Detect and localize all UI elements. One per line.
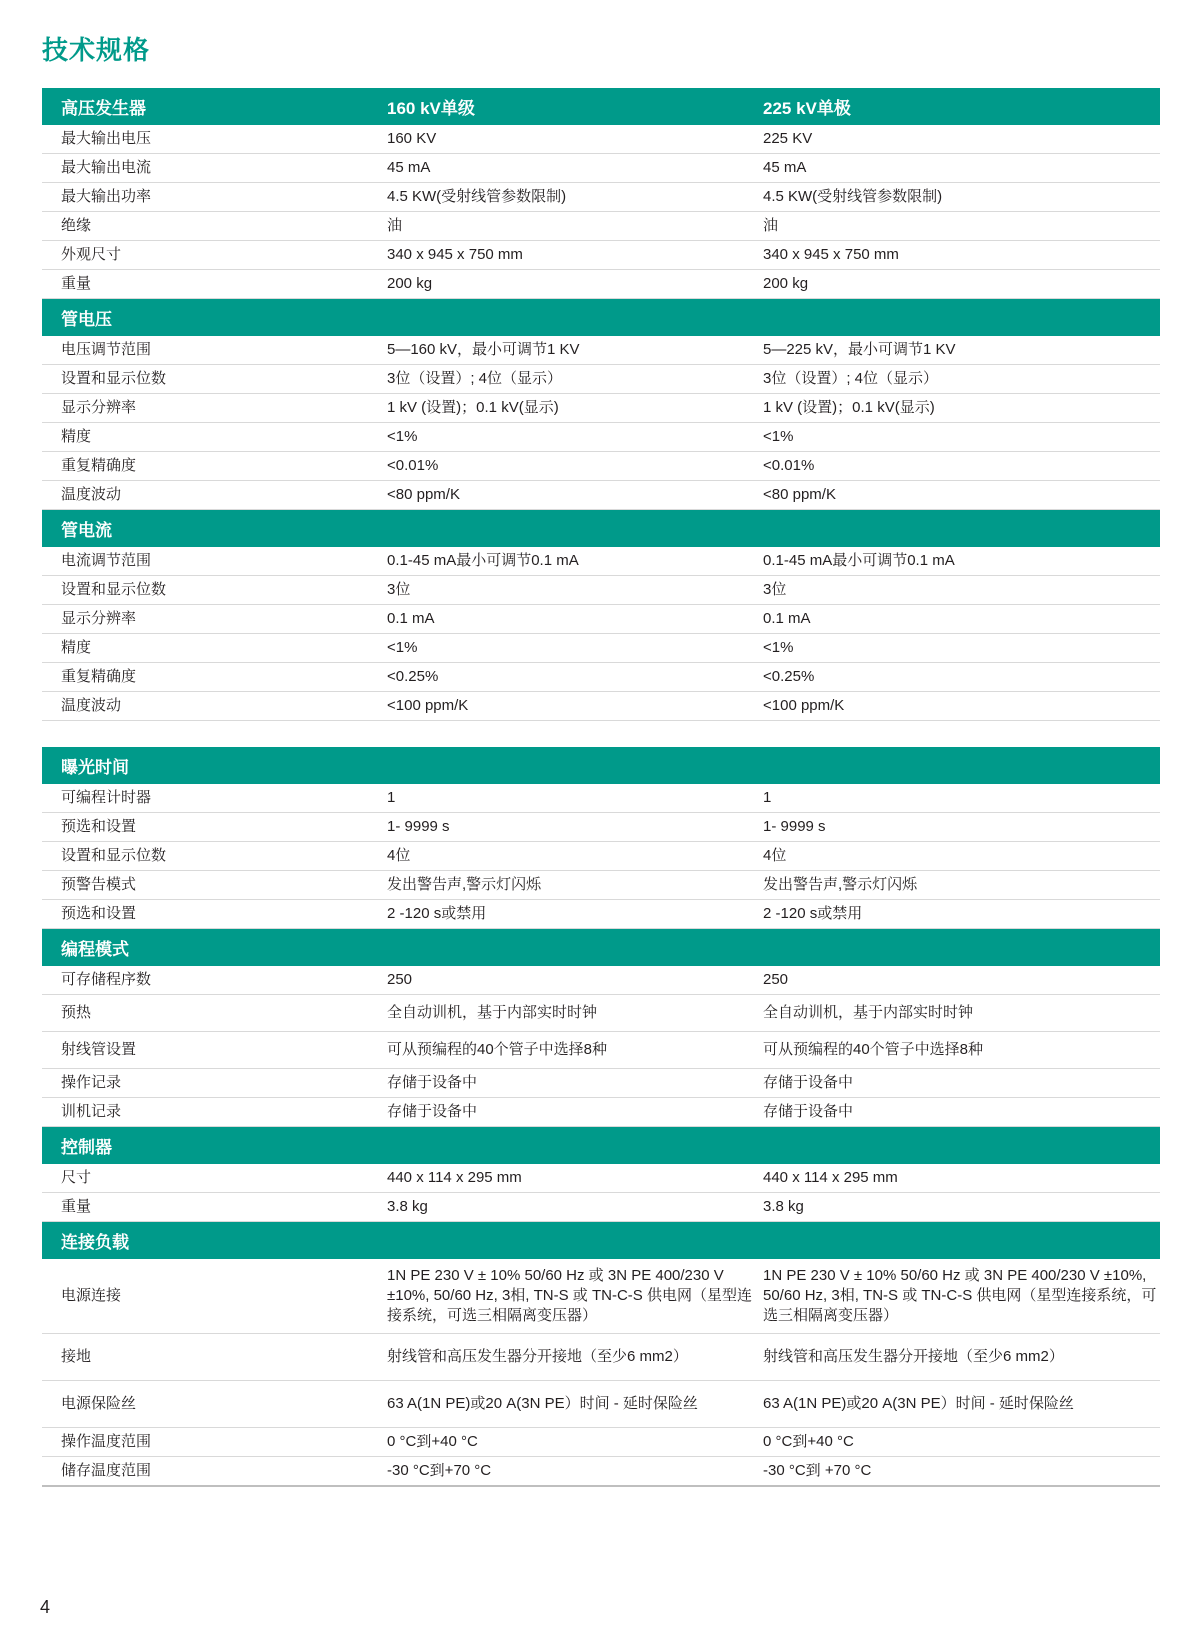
section-header (42, 88, 1160, 125)
spec-value-225kv: 3位 (763, 576, 1160, 605)
spec-row (42, 1381, 1160, 1428)
spec-label: 显示分辨率 (42, 605, 387, 634)
spec-value-160kv: 油 (387, 212, 763, 241)
section-column-heading (387, 929, 763, 967)
spec-row (42, 336, 1160, 365)
section-column-heading (763, 299, 1160, 337)
spec-value-225kv: 0 °C到+40 °C (763, 1428, 1160, 1457)
spec-value-160kv: 0 °C到+40 °C (387, 1428, 763, 1457)
spec-label: 预选和设置 (42, 813, 387, 842)
spec-label: 设置和显示位数 (42, 576, 387, 605)
spec-value-225kv: 存储于设备中 (763, 1069, 1160, 1098)
spec-label: 尺寸 (42, 1164, 387, 1193)
spec-value-160kv: 440 x 114 x 295 mm (387, 1164, 763, 1193)
spec-row (42, 784, 1160, 813)
spec-row (42, 481, 1160, 510)
spec-row (42, 842, 1160, 871)
section-title: 编程模式 (42, 929, 387, 967)
spec-row (42, 663, 1160, 692)
spec-label: 操作记录 (42, 1069, 387, 1098)
spec-row (42, 605, 1160, 634)
spec-row (42, 154, 1160, 183)
spec-value-160kv: <100 ppm/K (387, 692, 763, 721)
spec-label: 电源连接 (42, 1259, 387, 1334)
spec-value-160kv: 4.5 KW(受射线管参数限制) (387, 183, 763, 212)
spec-label: 操作温度范围 (42, 1428, 387, 1457)
spec-label: 设置和显示位数 (42, 365, 387, 394)
spec-value-160kv: 4位 (387, 842, 763, 871)
spec-row (42, 1259, 1160, 1334)
spec-value-160kv: 63 A(1N PE)或20 A(3N PE）时间 - 延时保险丝 (387, 1381, 763, 1428)
section-header (42, 929, 1160, 967)
page-number: 4 (40, 1597, 51, 1617)
section-column-heading: 225 kV单极 (763, 88, 1160, 125)
spec-value-225kv: 63 A(1N PE)或20 A(3N PE）时间 - 延时保险丝 (763, 1381, 1160, 1428)
spec-row (42, 1334, 1160, 1381)
spec-value-225kv: 存储于设备中 (763, 1098, 1160, 1127)
spec-value-160kv: -30 °C到+70 °C (387, 1457, 763, 1487)
spec-value-160kv: 340 x 945 x 750 mm (387, 241, 763, 270)
spec-value-160kv: 45 mA (387, 154, 763, 183)
spec-label: 预警告模式 (42, 871, 387, 900)
spec-value-160kv: 存储于设备中 (387, 1069, 763, 1098)
spec-label: 接地 (42, 1334, 387, 1381)
section-header (42, 1222, 1160, 1260)
spec-value-225kv: 1- 9999 s (763, 813, 1160, 842)
spec-value-225kv: <1% (763, 634, 1160, 663)
spec-label: 绝缘 (42, 212, 387, 241)
spec-value-225kv: 全自动训机，基于内部实时时钟 (763, 995, 1160, 1032)
spec-label: 最大输出电流 (42, 154, 387, 183)
spec-value-160kv: <1% (387, 634, 763, 663)
spec-value-160kv: 1 kV (设置)；0.1 kV(显示) (387, 394, 763, 423)
spec-value-225kv: 250 (763, 966, 1160, 995)
section-column-heading (763, 510, 1160, 548)
spec-label: 温度波动 (42, 692, 387, 721)
spec-label: 重量 (42, 1193, 387, 1222)
spec-label: 可存储程序数 (42, 966, 387, 995)
spec-value-225kv: 4.5 KW(受射线管参数限制) (763, 183, 1160, 212)
spec-value-225kv: -30 °C到 +70 °C (763, 1457, 1160, 1487)
spec-row (42, 1428, 1160, 1457)
spec-value-225kv: 200 kg (763, 270, 1160, 299)
spec-row (42, 452, 1160, 481)
spec-row (42, 547, 1160, 576)
spec-row (42, 1193, 1160, 1222)
spec-value-160kv: 3位 (387, 576, 763, 605)
section-title: 控制器 (42, 1127, 387, 1165)
spec-label: 设置和显示位数 (42, 842, 387, 871)
spec-row (42, 1069, 1160, 1098)
spec-value-225kv: 1N PE 230 V ± 10% 50/60 Hz 或 3N PE 400/230 V ±10%, 50/60 Hz, 3相, TN-S 或 TN-C-S 供电网（星型连接系统，可选三相隔离变压器） (763, 1259, 1160, 1334)
spec-row (42, 576, 1160, 605)
spec-value-160kv: 250 (387, 966, 763, 995)
spec-value-160kv: 射线管和高压发生器分开接地（至少6 mm2） (387, 1334, 763, 1381)
spec-row (42, 183, 1160, 212)
spec-value-160kv: <0.01% (387, 452, 763, 481)
section-spacer (42, 721, 1160, 748)
spec-value-225kv: 发出警告声,警示灯闪烁 (763, 871, 1160, 900)
spec-table (42, 88, 1160, 1487)
spec-row (42, 270, 1160, 299)
spec-value-160kv: <80 ppm/K (387, 481, 763, 510)
spec-label: 重复精确度 (42, 663, 387, 692)
spec-value-160kv: <0.25% (387, 663, 763, 692)
section-column-heading (387, 510, 763, 548)
spec-row (42, 423, 1160, 452)
spec-value-160kv: 0.1 mA (387, 605, 763, 634)
spec-label: 精度 (42, 634, 387, 663)
section-title: 管电流 (42, 510, 387, 548)
section-column-heading (387, 1127, 763, 1165)
spec-label: 电流调节范围 (42, 547, 387, 576)
section-column-heading (387, 1222, 763, 1260)
spec-label: 电源保险丝 (42, 1381, 387, 1428)
spec-value-225kv: <80 ppm/K (763, 481, 1160, 510)
section-title: 高压发生器 (42, 88, 387, 125)
section-column-heading (387, 299, 763, 337)
spec-label: 预热 (42, 995, 387, 1032)
spec-label: 电压调节范围 (42, 336, 387, 365)
spec-label: 射线管设置 (42, 1032, 387, 1069)
spec-label: 最大输出功率 (42, 183, 387, 212)
section-header (42, 510, 1160, 548)
spec-value-225kv: 45 mA (763, 154, 1160, 183)
spec-value-225kv: 3位（设置）; 4位（显示） (763, 365, 1160, 394)
spec-value-160kv: 1- 9999 s (387, 813, 763, 842)
spec-value-225kv: <100 ppm/K (763, 692, 1160, 721)
spec-value-160kv: 5—160 kV，最小可调节1 KV (387, 336, 763, 365)
spec-label: 可编程计时器 (42, 784, 387, 813)
spec-row (42, 1032, 1160, 1069)
section-title: 连接负载 (42, 1222, 387, 1260)
spec-value-160kv: 发出警告声,警示灯闪烁 (387, 871, 763, 900)
spec-value-225kv: 3.8 kg (763, 1193, 1160, 1222)
spec-row (42, 900, 1160, 929)
spec-value-160kv: 全自动训机，基于内部实时时钟 (387, 995, 763, 1032)
spec-value-160kv: 可从预编程的40个管子中选择8种 (387, 1032, 763, 1069)
spec-row (42, 1457, 1160, 1487)
spec-label: 储存温度范围 (42, 1457, 387, 1487)
spec-label: 精度 (42, 423, 387, 452)
spec-value-160kv: 200 kg (387, 270, 763, 299)
spec-label: 温度波动 (42, 481, 387, 510)
spec-value-225kv: 0.1 mA (763, 605, 1160, 634)
spec-value-225kv: 225 KV (763, 125, 1160, 154)
spec-row (42, 813, 1160, 842)
section-title: 管电压 (42, 299, 387, 337)
section-title: 曝光时间 (42, 747, 387, 784)
spec-row (42, 365, 1160, 394)
section-column-heading (763, 929, 1160, 967)
spec-value-225kv: 油 (763, 212, 1160, 241)
spec-label: 重复精确度 (42, 452, 387, 481)
spec-value-160kv: 160 KV (387, 125, 763, 154)
section-header (42, 1127, 1160, 1165)
section-column-heading (387, 747, 763, 784)
spec-value-160kv: 存储于设备中 (387, 1098, 763, 1127)
spec-value-160kv: 0.1-45 mA最小可调节0.1 mA (387, 547, 763, 576)
spec-label: 最大输出电压 (42, 125, 387, 154)
section-column-heading: 160 kV单级 (387, 88, 763, 125)
spec-row (42, 871, 1160, 900)
page-title: 技术规格 (42, 35, 151, 65)
spec-row (42, 1098, 1160, 1127)
spec-label: 外观尺寸 (42, 241, 387, 270)
spec-value-225kv: 1 (763, 784, 1160, 813)
section-column-heading (763, 1127, 1160, 1165)
spec-value-225kv: <0.25% (763, 663, 1160, 692)
spec-row (42, 241, 1160, 270)
section-column-heading (763, 747, 1160, 784)
spec-label: 显示分辨率 (42, 394, 387, 423)
spec-label: 预选和设置 (42, 900, 387, 929)
spec-value-160kv: 1N PE 230 V ± 10% 50/60 Hz 或 3N PE 400/230 V ±10%, 50/60 Hz, 3相, TN-S 或 TN-C-S 供电网（星型连接系统，可选三相隔离变压器） (387, 1259, 763, 1334)
section-header (42, 299, 1160, 337)
spec-value-225kv: 5—225 kV，最小可调节1 KV (763, 336, 1160, 365)
spec-value-225kv: <1% (763, 423, 1160, 452)
spec-row (42, 394, 1160, 423)
spec-value-160kv: 1 (387, 784, 763, 813)
spec-row (42, 966, 1160, 995)
spec-row (42, 692, 1160, 721)
spec-value-225kv: 可从预编程的40个管子中选择8种 (763, 1032, 1160, 1069)
spec-value-225kv: 440 x 114 x 295 mm (763, 1164, 1160, 1193)
spec-label: 训机记录 (42, 1098, 387, 1127)
spec-value-160kv: 3.8 kg (387, 1193, 763, 1222)
spec-value-225kv: <0.01% (763, 452, 1160, 481)
spec-value-225kv: 射线管和高压发生器分开接地（至少6 mm2） (763, 1334, 1160, 1381)
spec-value-160kv: <1% (387, 423, 763, 452)
section-header (42, 747, 1160, 784)
spec-value-225kv: 1 kV (设置)；0.1 kV(显示) (763, 394, 1160, 423)
spec-value-225kv: 0.1-45 mA最小可调节0.1 mA (763, 547, 1160, 576)
spec-row (42, 995, 1160, 1032)
spec-value-160kv: 2 -120 s或禁用 (387, 900, 763, 929)
spec-value-225kv: 340 x 945 x 750 mm (763, 241, 1160, 270)
spec-label: 重量 (42, 270, 387, 299)
spec-value-225kv: 2 -120 s或禁用 (763, 900, 1160, 929)
spec-value-225kv: 4位 (763, 842, 1160, 871)
spec-row (42, 1164, 1160, 1193)
spec-row (42, 125, 1160, 154)
spec-row (42, 634, 1160, 663)
spec-row (42, 212, 1160, 241)
section-column-heading (763, 1222, 1160, 1260)
spec-value-160kv: 3位（设置）; 4位（显示） (387, 365, 763, 394)
